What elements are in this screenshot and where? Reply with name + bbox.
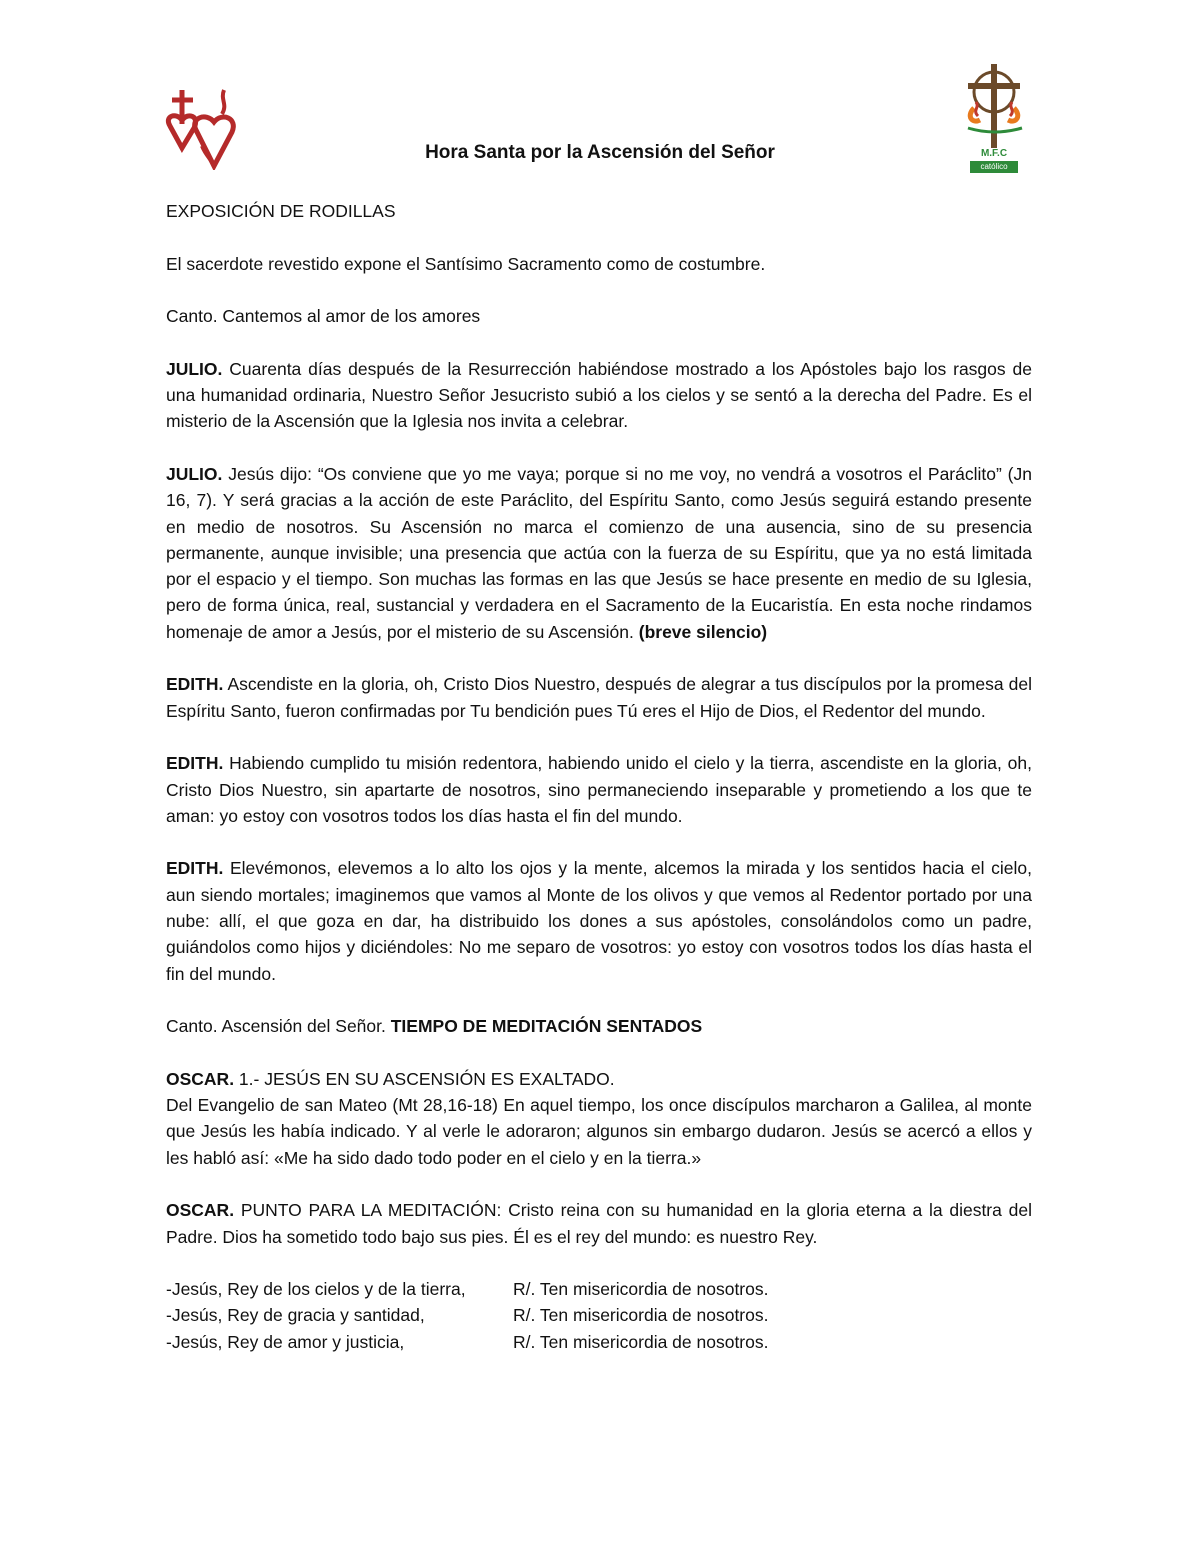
section-heading-exposition: EXPOSICIÓN DE RODILLAS <box>166 201 396 221</box>
paragraph-text: Elevémonos, elevemos a lo alto los ojos y la mente, alcemos la mirada y los sentidos hacia el cielo, aun siendo mortales; imaginemos que vamos al Monte de los olivos y que vemos al Redentor portado por una nube: allí, el que goza en dar, ha distribuido los dones a sus apóstoles, consolándolos como un padre, guiándolos como hijos y diciéndoles: No me separo de vosotros: yo estoy con vosotros todos los días hasta el fin del mundo. <box>166 858 1032 984</box>
section-heading-ascension: 1.- JESÚS EN SU ASCENSIÓN ES EXALTADO. <box>234 1068 615 1089</box>
litany-invocation: -Jesús, Rey de los cielos y de la tierra, <box>166 1279 466 1300</box>
paragraph-text: Ascendiste en la gloria, oh, Cristo Dios Nuestro, después de alegrar a tus discípulos por la promesa del Espíritu Santo, fueron confirmadas por Tu bendición pues Tú eres el Hijo de Dios, el Redentor del mundo. <box>166 674 1032 721</box>
paragraph-julio-2 <box>166 461 1032 645</box>
speaker-label: OSCAR. <box>166 1200 235 1221</box>
paragraph-edith-1 <box>166 671 1032 724</box>
speaker-label: OSCAR. <box>166 1068 235 1089</box>
cross-with-flames-icon <box>958 62 1036 150</box>
paragraph-text: Jesús dijo: “Os conviene que yo me vaya; porque si no me voy, no vendrá a vosotros el Paráclito” (Jn 16, 7). Y será gracias a la acción de este Paráclito, del Espíritu Santo, como Jesús seguirá estando presente en medio de nosotros. Su Ascensión no marca el comienzo de una ausencia, sino de su presencia permanente, aunque invisible; una presencia que actúa con la fuerza de su Espíritu, que ya no está limitada por el espacio y el tiempo. Son muchas las formas en las que Jesús se hace presente en medio de su Iglesia, pero de forma única, real, sustancial y verdadera en el Sacramento de la Eucaristía. En esta noche rindamos homenaje de amor a Jesús, por el misterio de su Ascensión. <box>166 463 1032 642</box>
litany-row <box>166 1329 1032 1355</box>
litany-response: R/. Ten misericordia de nosotros. <box>513 1279 769 1300</box>
page-title: Hora Santa por la Ascensión del Señor <box>425 142 775 163</box>
paragraph-julio-1 <box>166 356 1032 435</box>
litany-row <box>166 1276 1032 1302</box>
paragraph-text: PUNTO PARA LA MEDITACIÓN: Cristo reina con su humanidad en la gloria eterna a la diestra del Padre. Dios ha sometido todo bajo sus pies. Él es el rey del mundo: es nuestro Rey. <box>166 1200 1032 1247</box>
document-body <box>166 198 1032 1355</box>
litany-response: R/. Ten misericordia de nosotros. <box>513 1305 769 1326</box>
litany-invocation: -Jesús, Rey de amor y justicia, <box>166 1331 405 1352</box>
logo-brand-subtext: católico <box>970 161 1018 173</box>
logo-brand-text: M.F.C <box>980 148 1008 159</box>
paragraph-hymn-2 <box>166 1013 1032 1039</box>
speaker-label: EDITH. <box>166 753 224 774</box>
paragraph-text: Canto. Ascensión del Señor. <box>166 1016 391 1037</box>
speaker-label: JULIO. <box>166 463 223 484</box>
paragraph-hymn-1: Canto. Cantemos al amor de los amores <box>166 306 481 327</box>
paragraph-exposition-instruction: El sacerdote revestido expone el Santísimo Sacramento como de costumbre. <box>166 253 766 274</box>
paragraph-oscar-meditation <box>166 1197 1032 1250</box>
paragraph-edith-3 <box>166 855 1032 986</box>
paragraph-text: Habiendo cumplido tu misión redentora, habiendo unido el cielo y la tierra, ascendiste en la gloria, oh, Cristo Dios Nuestro, sin apartarte de nosotros, sino permaneciendo inseparable y prometiendo a los que te aman: yo estoy con vosotros todos los días hasta el fin del mundo. <box>166 753 1032 826</box>
paragraph-text: Cuarenta días después de la Resurrección habiéndose mostrado a los Apóstoles bajo los rasgos de una humanidad ordinaria, Nuestro Señor Jesucristo subió a los cielos y se sentó a la derecha del Padre. Es el misterio de la Ascensión que la Iglesia nos invita a celebrar. <box>166 358 1032 432</box>
litany-row <box>166 1302 1032 1328</box>
paragraph-gospel: Del Evangelio de san Mateo (Mt 28,16-18) En aquel tiempo, los once discípulos marcharon a Galilea, al monte que Jesús les había indicado. Y al verle le adoraron; algunos sin embargo dudaron. Jesús se acercó a ellos y les habló así: «Me ha sido dado todo poder en el cielo y en la tierra.» <box>166 1095 1032 1168</box>
litany-invocation: -Jesús, Rey de gracia y santidad, <box>166 1305 425 1326</box>
paragraph-edith-2 <box>166 750 1032 829</box>
speaker-label: JULIO. <box>166 358 223 379</box>
litany <box>166 1276 1032 1355</box>
speaker-label: EDITH. <box>166 674 224 695</box>
speaker-label: EDITH. <box>166 858 224 879</box>
meditation-heading: TIEMPO DE MEDITACIÓN SENTADOS <box>390 1016 703 1037</box>
paragraph-oscar-heading <box>166 1066 1032 1092</box>
litany-response: R/. Ten misericordia de nosotros. <box>513 1331 769 1352</box>
silence-note: (breve silencio) <box>638 621 768 642</box>
